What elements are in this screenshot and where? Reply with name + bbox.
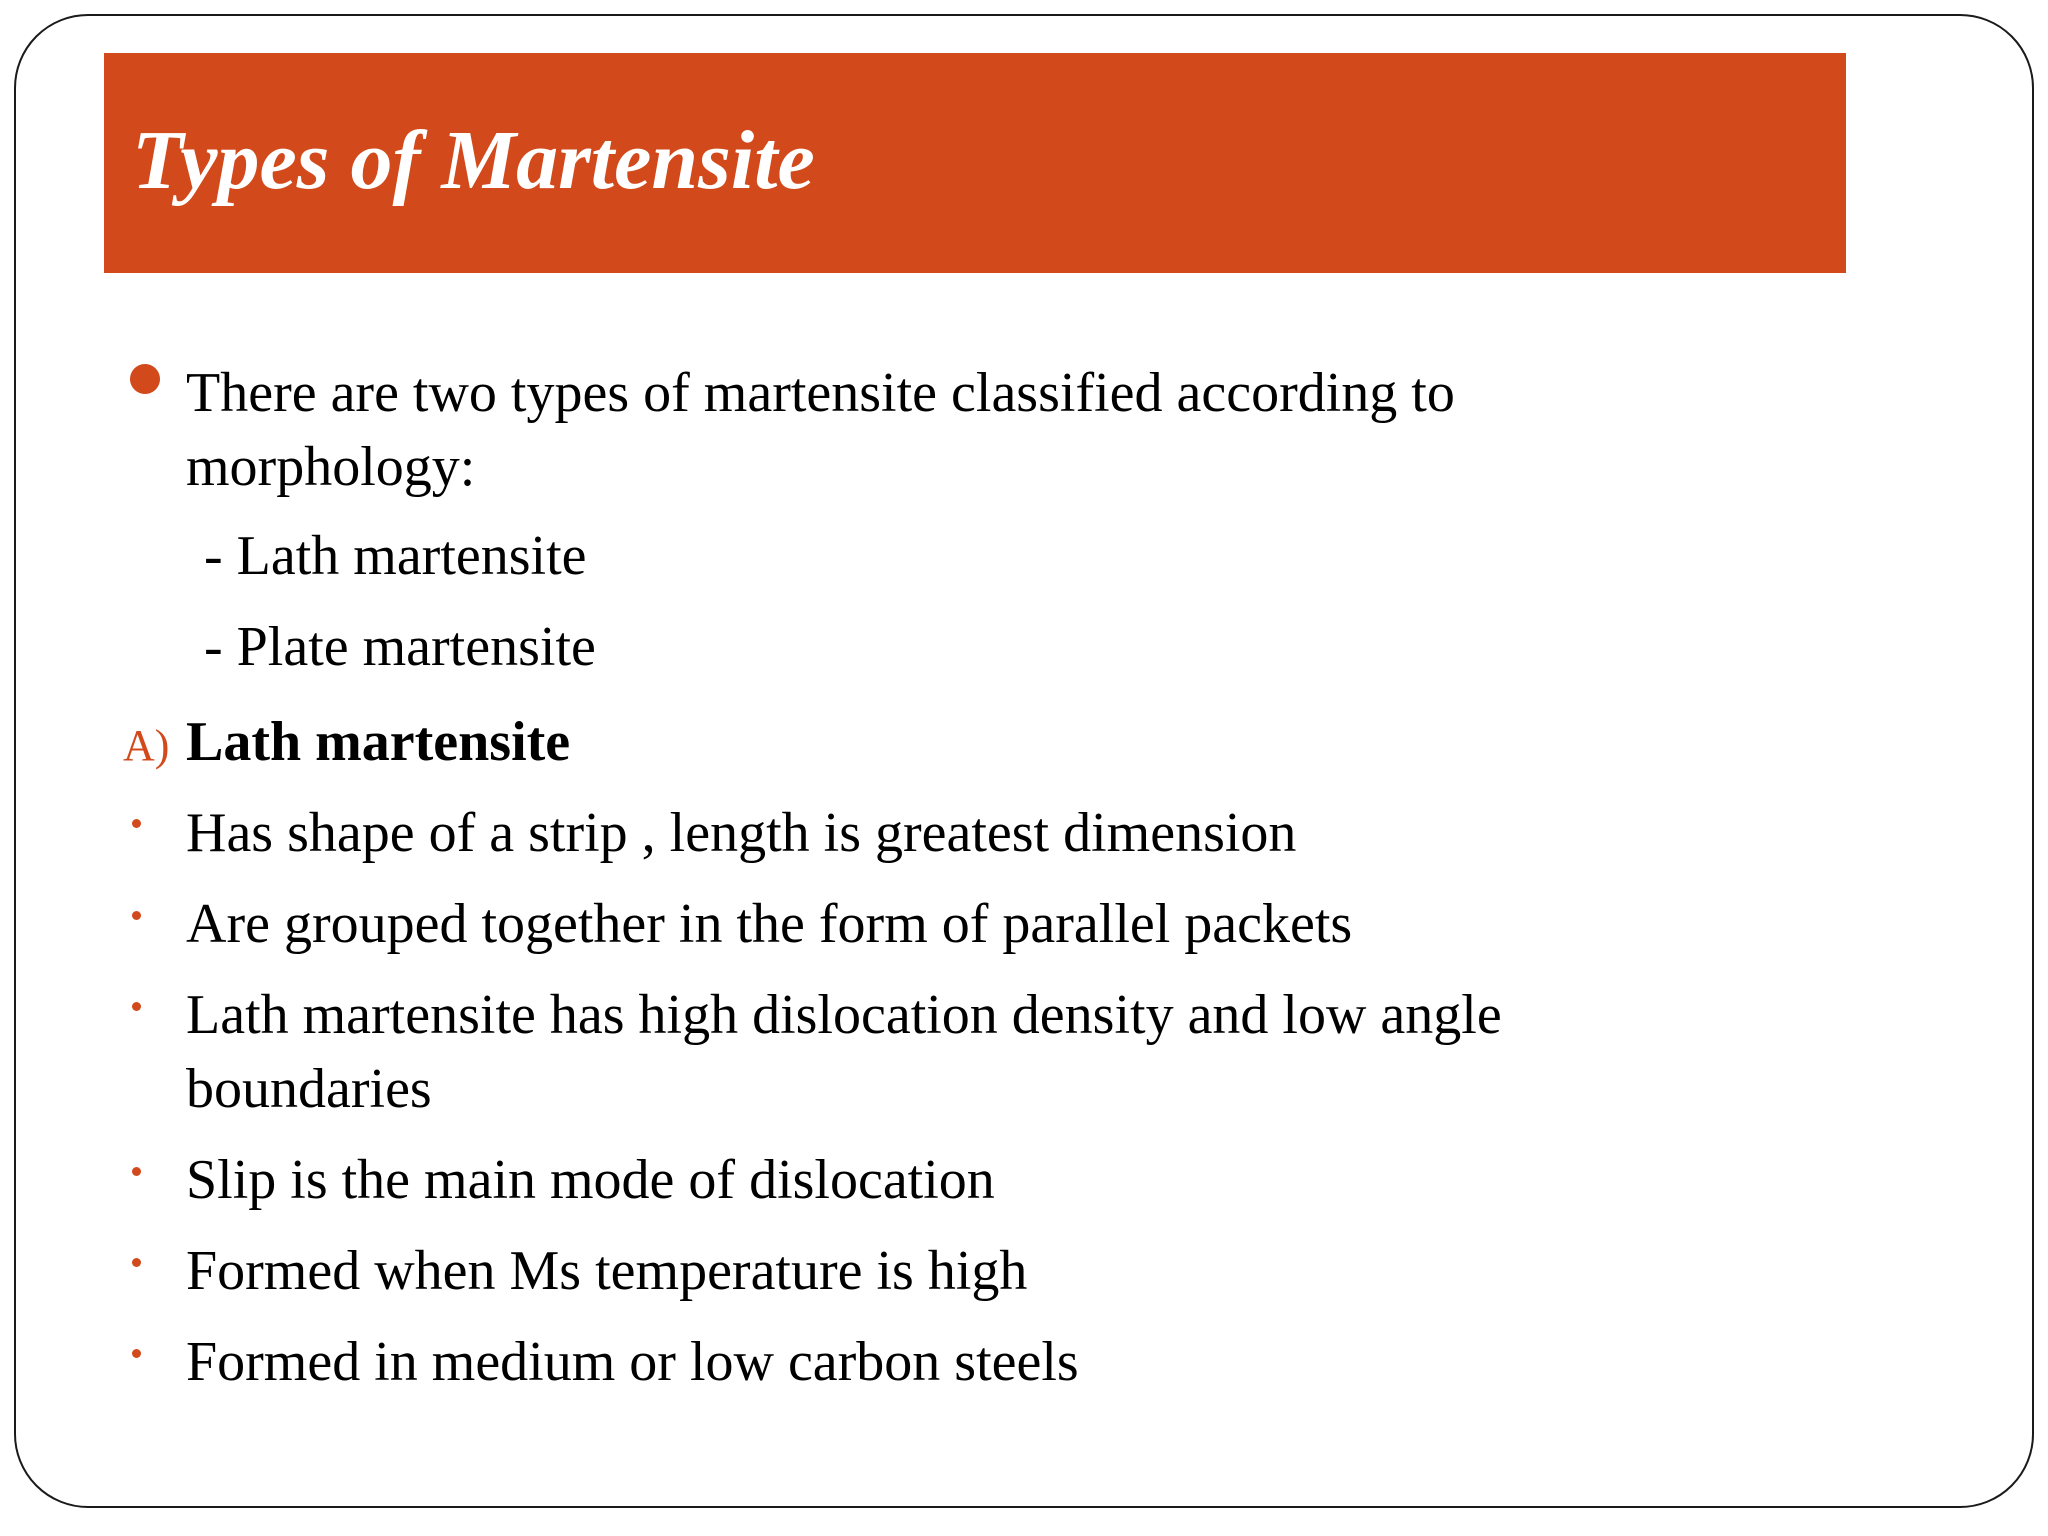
bullet-dot-icon xyxy=(132,1167,141,1176)
slide-title: Types of Martensite xyxy=(132,114,815,207)
type-item: - Lath martensite xyxy=(204,525,587,587)
bullet-dot-icon xyxy=(132,911,141,920)
type-item: - Plate martensite xyxy=(204,616,596,678)
bullet-line: Has shape of a strip , length is greatest dimension xyxy=(186,802,1297,864)
bullet-dot-icon xyxy=(132,1002,141,1011)
section-marker: A) xyxy=(123,721,170,770)
slide-body xyxy=(16,16,2032,1506)
bullet-line: Formed in medium or low carbon steels xyxy=(186,1331,1079,1393)
bullet-dot-icon xyxy=(132,1349,141,1358)
bullet-line: boundaries xyxy=(186,1058,432,1120)
bullet-line: Slip is the main mode of dislocation xyxy=(186,1149,995,1211)
bullet-line: Lath martensite has high dislocation density and low angle xyxy=(186,984,1502,1046)
bullet-dot-icon xyxy=(130,364,160,394)
bullet-dot-icon xyxy=(132,819,141,828)
intro-line-1: There are two types of martensite classified according to xyxy=(186,362,1455,424)
bullet-dot-icon xyxy=(132,1258,141,1267)
bullet-line: Formed when Ms temperature is high xyxy=(186,1240,1028,1302)
bullet-line: Are grouped together in the form of parallel packets xyxy=(186,893,1353,955)
slide xyxy=(14,14,2034,1508)
intro-line-2: morphology: xyxy=(186,436,476,498)
section-heading: Lath martensite xyxy=(186,711,571,773)
